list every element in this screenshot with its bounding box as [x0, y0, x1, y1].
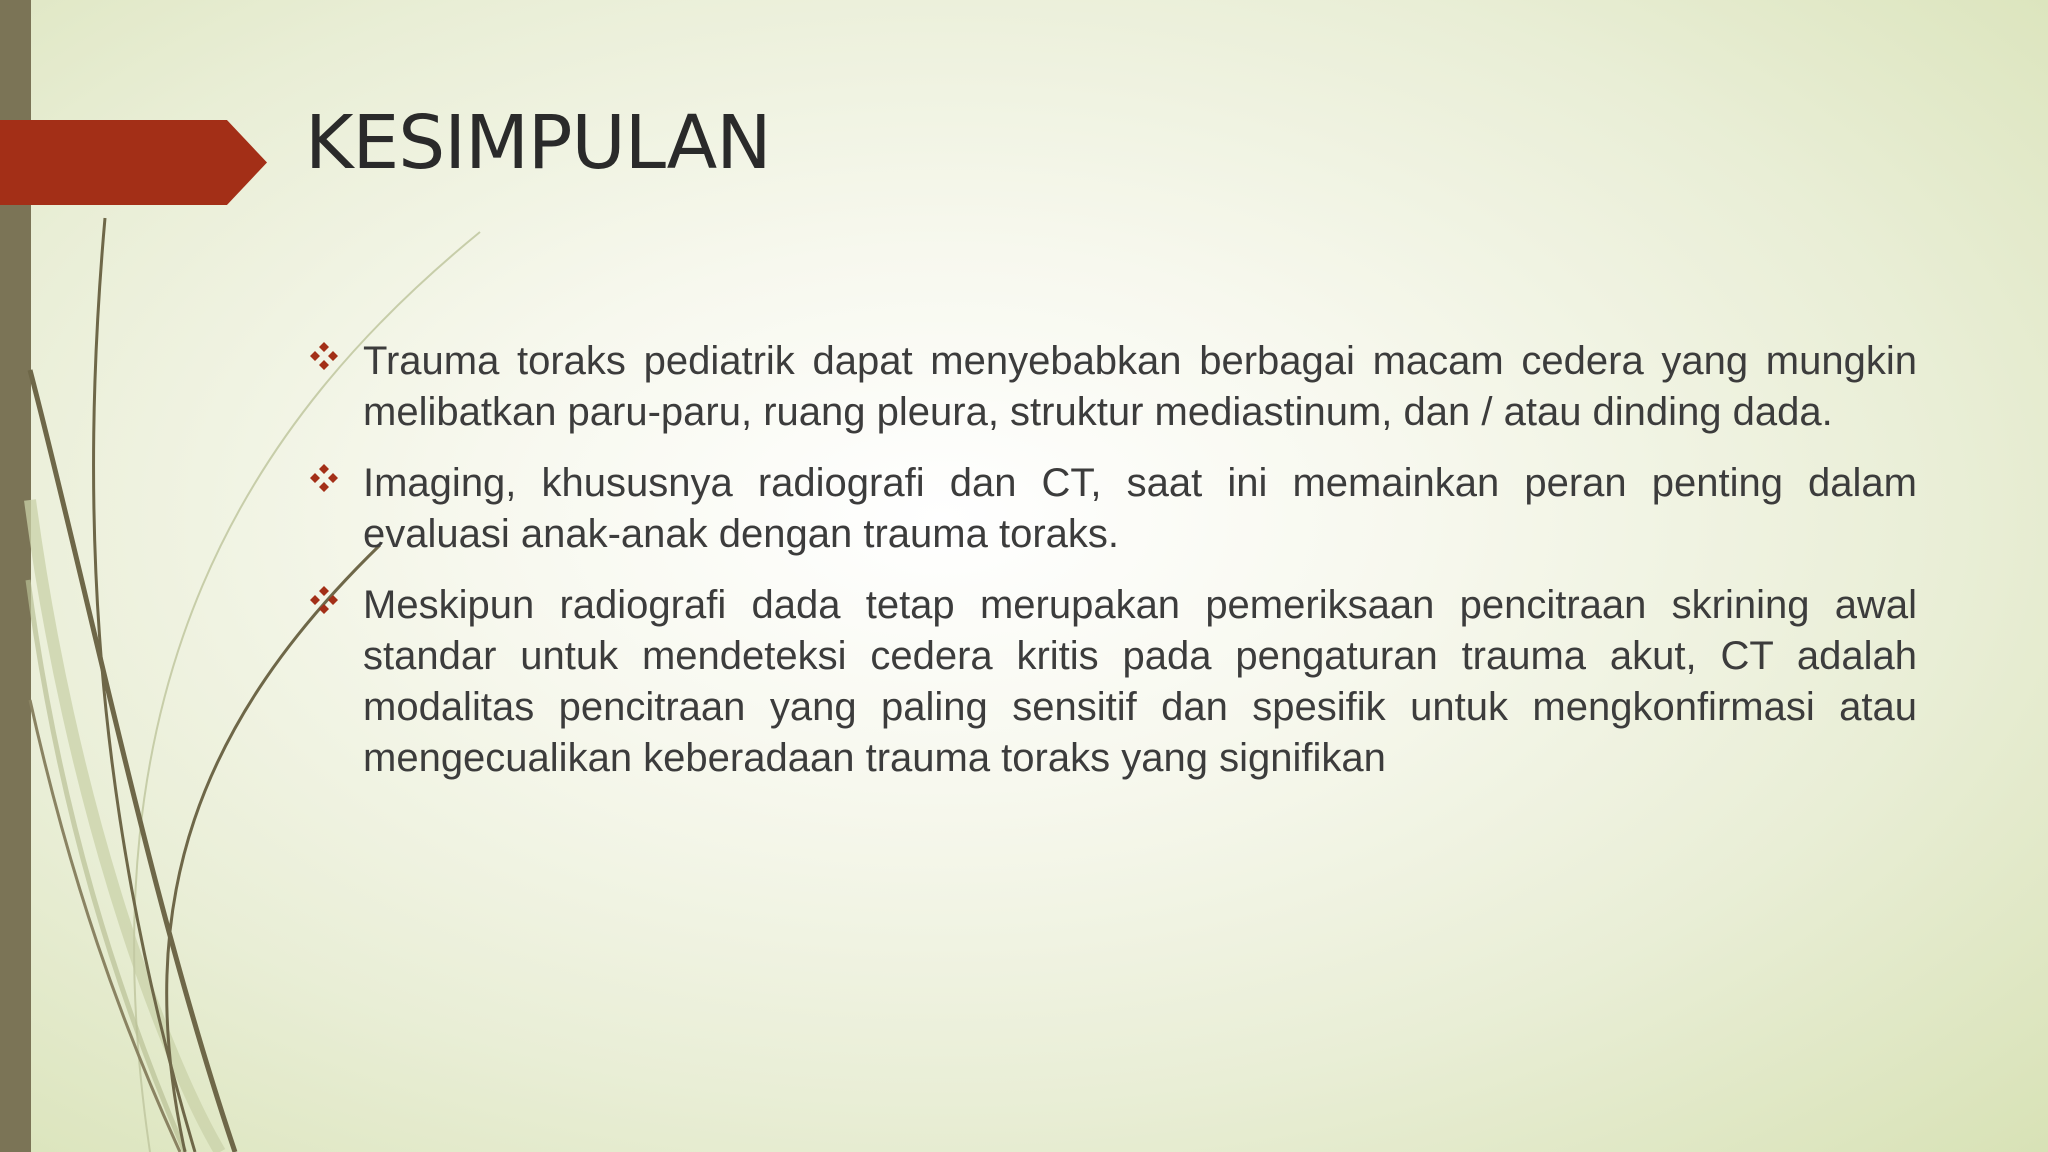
bullet-text: Trauma toraks pediatrik dapat menyebabkan berbagai macam cedera yang mungkin melibatkan paru-paru, ruang pleura, struktur mediastinum, dan / atau dinding dada.	[363, 339, 1917, 434]
bullet-item	[305, 580, 1917, 784]
curve-dark-1	[30, 370, 235, 1152]
bullet-text: Meskipun radiografi dada tetap merupakan pemeriksaan pencitraan skrining awal standar untuk mendeteksi cedera kritis pada pengaturan trauma akut, CT adalah modalitas pencitraan yang paling sensitif dan spesifik untuk mengkonfirmasi atau mengecualikan keberadaan trauma toraks yang signifikan	[363, 583, 1917, 780]
four-diamond-bullet-icon	[307, 583, 341, 617]
four-diamond-bullet-icon	[307, 339, 341, 373]
slide-title: KESIMPULAN	[305, 100, 771, 186]
bullet-item	[305, 336, 1917, 438]
curve-light-1	[30, 500, 220, 1152]
curve-dark-4	[30, 700, 180, 1152]
curve-dark-2	[94, 218, 195, 1152]
bullet-text: Imaging, khususnya radiografi dan CT, saat ini memainkan peran penting dalam evaluasi anak-anak dengan trauma toraks.	[363, 461, 1917, 556]
title-arrow-shape	[0, 120, 267, 205]
curve-light-3	[28, 580, 185, 1152]
bullet-list	[305, 336, 1917, 804]
bullet-item	[305, 458, 1917, 560]
four-diamond-bullet-icon	[307, 461, 341, 495]
